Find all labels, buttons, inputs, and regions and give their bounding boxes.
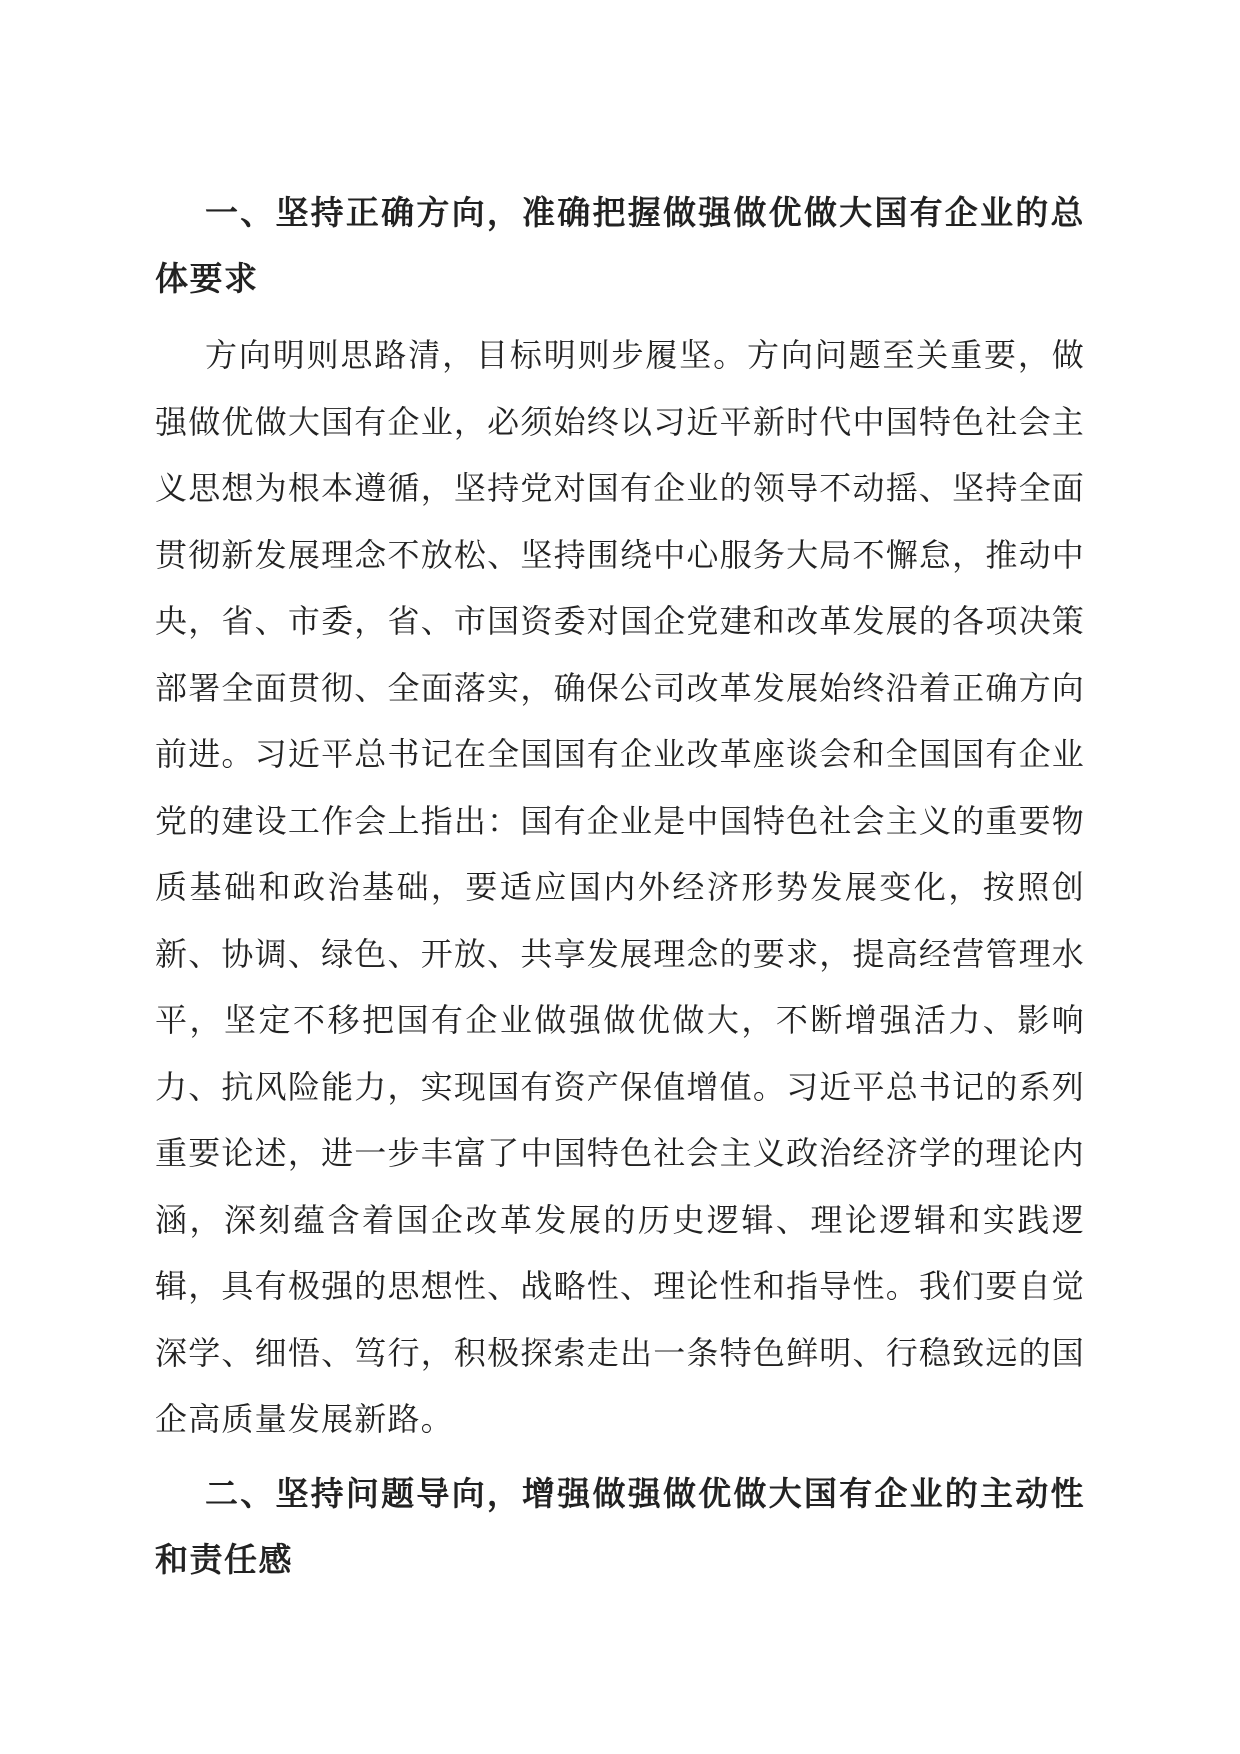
document-body [155, 180, 1085, 1593]
section-paragraph-1: 方向明则思路清，目标明则步履坚。方向问题至关重要，做强做优做大国有企业，必须始终以习近平新时代中国特色社会主义思想为根本遵循，坚持党对国有企业的领导不动摇、坚持全面贯彻新发展理念不放松、坚持围绕中心服务大局不懈怠，推动中央，省、市委，省、市国资委对国企党建和改革发展的各项决策部署全面贯彻、全面落实，确保公司改革发展始终沿着正确方向前进。习近平总书记在全国国有企业改革座谈会和全国国有企业党的建设工作会上指出：国有企业是中国特色社会主义的重要物质基础和政治基础，要适应国内外经济形势发展变化，按照创新、协调、绿色、开放、共享发展理念的要求，提高经营管理水平，坚定不移把国有企业做强做优做大，不断增强活力、影响力、抗风险能力，实现国有资产保值增值。习近平总书记的系列重要论述，进一步丰富了中国特色社会主义政治经济学的理论内涵，深刻蕴含着国企改革发展的历史逻辑、理论逻辑和实践逻辑，具有极强的思想性、战略性、理论性和指导性。我们要自觉深学、细悟、笃行，积极探索走出一条特色鲜明、行稳致远的国企高质量发展新路。 [155, 336, 1085, 1438]
section-heading-1: 一、坚持正确方向，准确把握做强做优做大国有企业的总体要求 [155, 193, 1085, 298]
section-heading-2: 二、坚持问题导向，增强做强做优做大国有企业的主动性和责任感 [155, 1473, 1085, 1579]
